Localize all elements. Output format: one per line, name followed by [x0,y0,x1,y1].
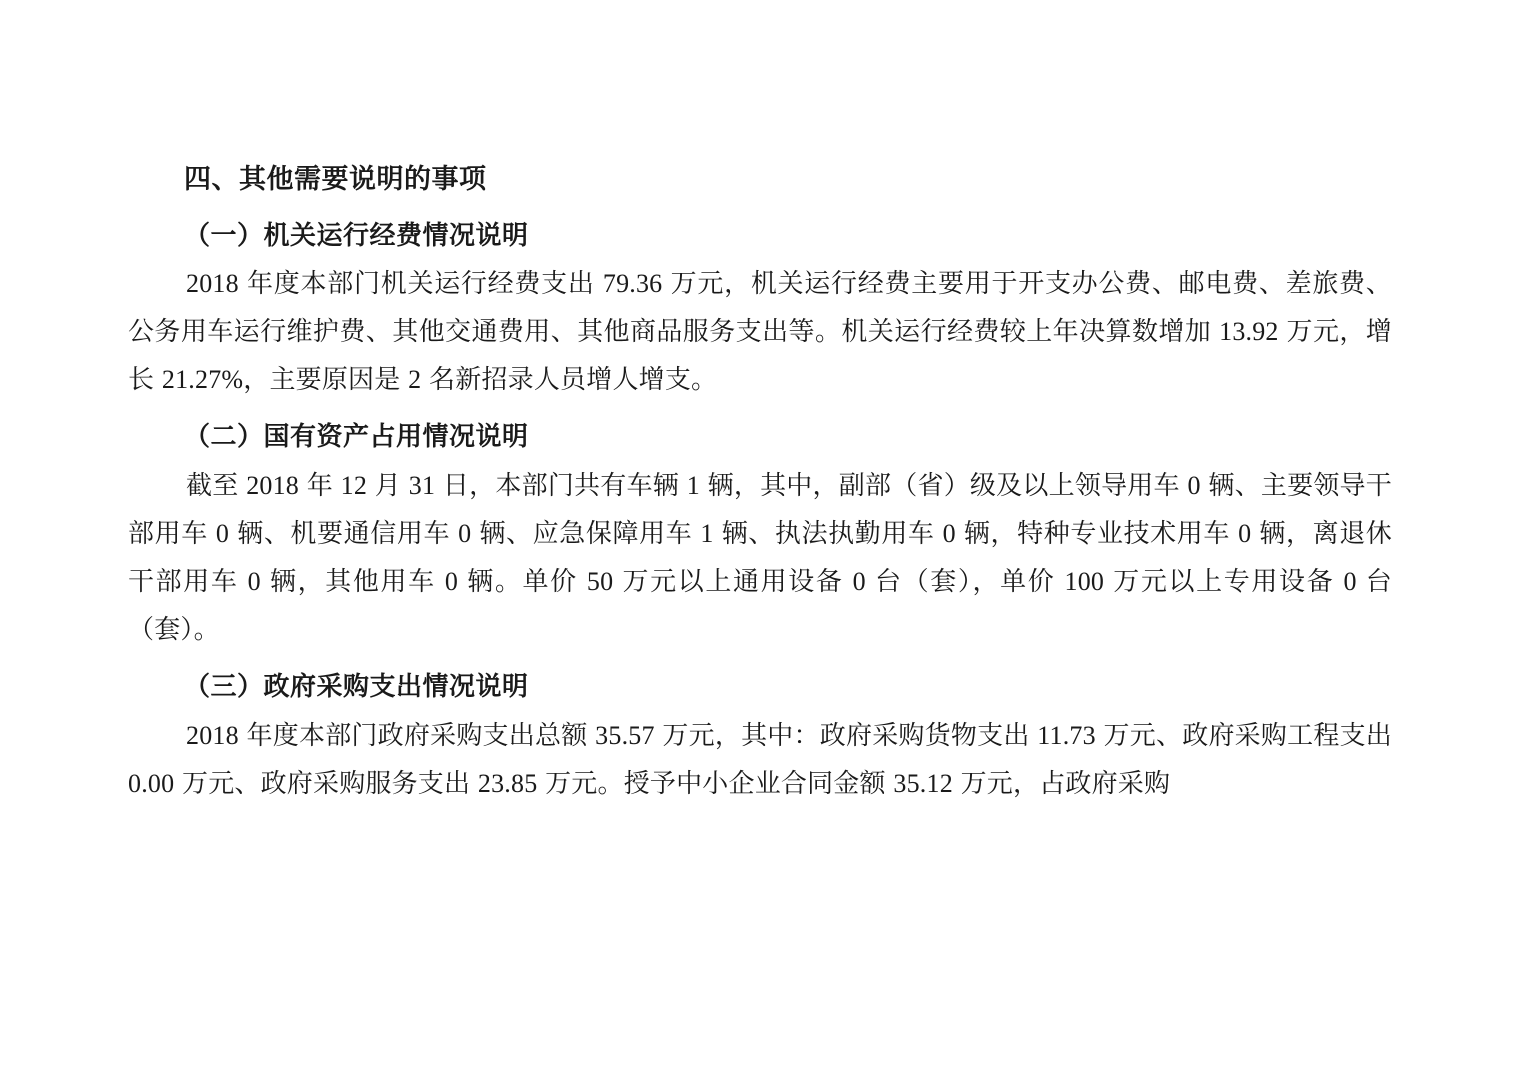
subsection-paragraph: 2018 年度本部门机关运行经费支出 79.36 万元，机关运行经费主要用于开支办公费、邮电费、差旅费、公务用车运行维护费、其他交通费用、其他商品服务支出等。机关运行经费较上年决算数增加 13.92 万元，增长 21.27%，主要原因是 2 名新招录人员增人增支。 [128,269,1392,395]
subsection-2 [128,416,1392,654]
subsection-title: （三）政府采购支出情况说明 [184,672,529,702]
subsection-paragraph: 截至 2018 年 12 月 31 日，本部门共有车辆 1 辆，其中，副部（省）级及以上领导用车 0 辆、主要领导干部用车 0 辆、机要通信用车 0 辆、应急保障用车 1 辆、执法执勤用车 0 辆，特种专业技术用车 0 辆，离退休干部用车 0 辆，其他用车 0 辆。单价 50 万元以上通用设备 0 台（套），单价 100 万元以上专用设备 0 台（套）。 [128,470,1392,645]
subsection-title: （二）国有资产占用情况说明 [184,422,529,452]
subsection-3 [128,666,1392,808]
document-body [128,160,1392,808]
subsection-title: （一）机关运行经费情况说明 [184,220,529,250]
subsection-1 [128,215,1392,405]
section-heading: 四、其他需要说明的事项 [184,164,487,195]
subsection-paragraph: 2018 年度本部门政府采购支出总额 35.57 万元，其中：政府采购货物支出 11.73 万元、政府采购工程支出 0.00 万元、政府采购服务支出 23.85 万元。授予中小企业合同金额 35.12 万元，占政府采购 [128,720,1392,799]
